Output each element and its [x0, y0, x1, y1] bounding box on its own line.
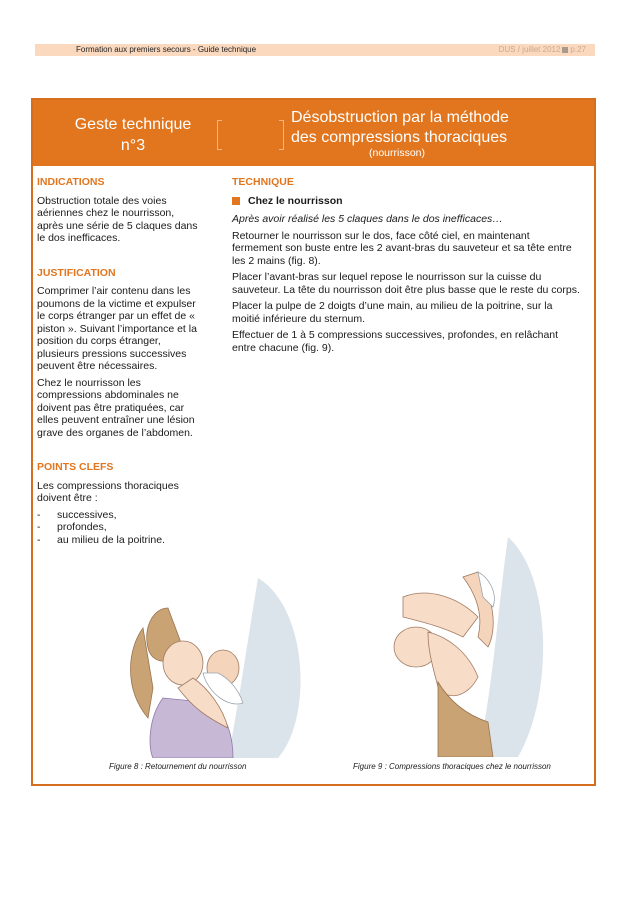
technique-sheet	[31, 98, 596, 786]
square-bullet-icon	[232, 197, 240, 205]
technique-step-3: Placer la pulpe de 2 doigts d’une main, au milieu de la poitrine, sur la moitié inférieure du sternum.	[232, 300, 553, 325]
technique-heading: TECHNIQUE	[232, 176, 294, 188]
technique-step-4: Effectuer de 1 à 5 compressions successives, profondes, en relâchant entre chacune (fig. 9).	[232, 329, 559, 354]
figure-8-illustration	[108, 568, 308, 758]
justification-heading: JUSTIFICATION	[37, 266, 116, 279]
indications-text: Obstruction totale des voies aériennes chez le nourrisson, après une série de 5 claques dans le dos inefficaces.	[37, 194, 198, 244]
running-header	[35, 44, 595, 56]
page-number: p.27	[570, 45, 586, 54]
title-line-1: Désobstruction par la méthode	[291, 109, 509, 126]
bracket-left-decoration	[217, 120, 222, 150]
title-line-2: des compressions thoraciques	[291, 129, 508, 146]
justification-paragraph-1: Comprimer l’air contenu dans les poumons de la victime et expulser le corps étranger par un effet de « piston ». Suivant l’importance et la position du corps étranger, plusieurs pressions successives peuvent être nécessaires.	[37, 285, 197, 372]
page-reference	[499, 44, 586, 56]
technique-step-1: Retourner le nourrisson sur le dos, face côté ciel, en maintenant fermement son buste entre les 2 avant-bras du sauveteur et sa tête entre les 2 mains (fig. 8).	[232, 229, 572, 267]
geste-label: Geste technique	[74, 116, 192, 133]
left-column	[37, 176, 203, 546]
figure-9-caption: Figure 9 : Compressions thoraciques chez le nourrisson	[353, 762, 551, 771]
infant-subheading: Chez le nourrisson	[232, 195, 582, 208]
list-item: - successives,	[37, 508, 117, 521]
list-item: - profondes,	[37, 521, 107, 533]
geste-label-block	[63, 114, 203, 156]
document-title: Formation aux premiers secours - Guide technique	[76, 45, 257, 54]
geste-number: n°3	[120, 137, 146, 154]
technique-step-2: Placer l’avant-bras sur lequel repose le nourrisson sur la cuisse du sauveteur. La tête du nourrisson doit être plus basse que le reste du corps.	[232, 271, 580, 296]
right-column	[232, 176, 582, 358]
technique-intro: Après avoir réalisé les 5 claques dans le dos inefficaces…	[232, 213, 503, 225]
list-item: - au milieu de la poitrine.	[37, 533, 165, 546]
justification-paragraph-2: Chez le nourrisson les compressions abdominales ne doivent pas être pratiquées, car elles peuvent entraîner une lésion grave des organes de l’abdomen.	[37, 376, 195, 439]
sheet-subtitle: (nourrisson)	[369, 147, 426, 159]
sheet-title	[291, 108, 521, 148]
square-icon	[562, 47, 568, 53]
bracket-right-decoration	[279, 120, 284, 150]
indications-heading: INDICATIONS	[37, 176, 105, 188]
figure-9-illustration	[368, 537, 553, 757]
key-points-heading: POINTS CLEFS	[37, 461, 114, 473]
figure-8-caption: Figure 8 : Retournement du nourrisson	[109, 762, 247, 771]
edition-date: DUS / juillet 2012	[498, 45, 561, 54]
key-points-intro: Les compressions thoraciques doivent être :	[37, 479, 179, 504]
sheet-header	[33, 100, 594, 166]
